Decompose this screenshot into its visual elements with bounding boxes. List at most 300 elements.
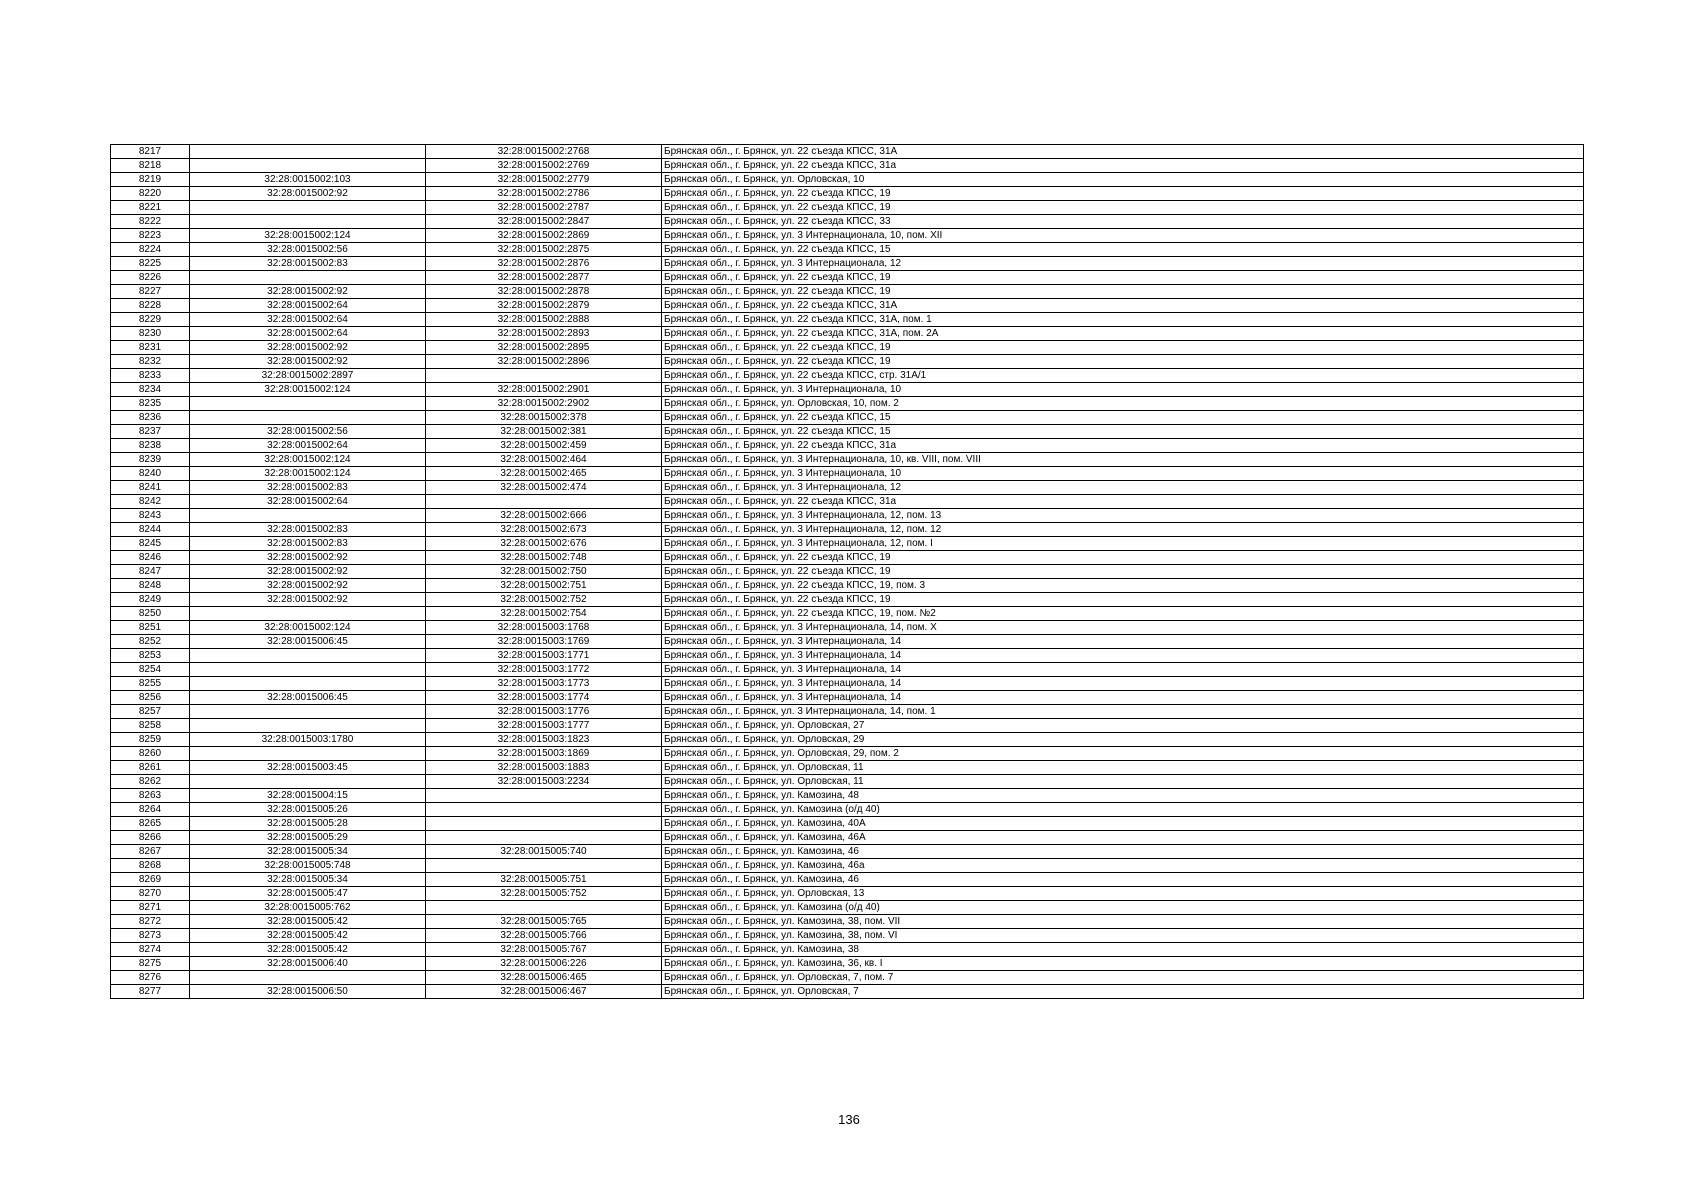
land-plot-cadastral-number-cell: 32:28:0015003:1780 (190, 733, 426, 747)
table-row (111, 649, 1584, 663)
table-row (111, 355, 1584, 369)
land-plot-cadastral-number-cell (190, 775, 426, 789)
row-number-cell: 8252 (111, 635, 190, 649)
object-cadastral-number-cell: 32:28:0015006:226 (426, 957, 662, 971)
row-number-cell: 8269 (111, 873, 190, 887)
object-cadastral-number-cell: 32:28:0015006:465 (426, 971, 662, 985)
table-row (111, 845, 1584, 859)
land-plot-cadastral-number-cell (190, 747, 426, 761)
land-plot-cadastral-number-cell: 32:28:0015002:2897 (190, 369, 426, 383)
land-plot-cadastral-number-cell: 32:28:0015002:92 (190, 579, 426, 593)
table-row (111, 817, 1584, 831)
table-row (111, 565, 1584, 579)
object-cadastral-number-cell: 32:28:0015002:2768 (426, 145, 662, 159)
land-plot-cadastral-number-cell: 32:28:0015002:64 (190, 495, 426, 509)
land-plot-cadastral-number-cell: 32:28:0015002:92 (190, 341, 426, 355)
address-cell: Брянская обл., г. Брянск, ул. 22 съезда КПСС, 19 (662, 201, 1584, 215)
object-cadastral-number-cell (426, 803, 662, 817)
address-cell: Брянская обл., г. Брянск, ул. Камозина, 48 (662, 789, 1584, 803)
land-plot-cadastral-number-cell (190, 159, 426, 173)
object-cadastral-number-cell (426, 859, 662, 873)
address-cell: Брянская обл., г. Брянск, ул. 3 Интернационала, 10 (662, 383, 1584, 397)
row-number-cell: 8240 (111, 467, 190, 481)
row-number-cell: 8266 (111, 831, 190, 845)
row-number-cell: 8238 (111, 439, 190, 453)
address-cell: Брянская обл., г. Брянск, ул. 22 съезда КПСС, 19 (662, 187, 1584, 201)
table-row (111, 915, 1584, 929)
row-number-cell: 8226 (111, 271, 190, 285)
object-cadastral-number-cell: 32:28:0015002:459 (426, 439, 662, 453)
object-cadastral-number-cell (426, 495, 662, 509)
object-cadastral-number-cell: 32:28:0015003:1777 (426, 719, 662, 733)
object-cadastral-number-cell: 32:28:0015002:2893 (426, 327, 662, 341)
table-row (111, 733, 1584, 747)
object-cadastral-number-cell: 32:28:0015002:2901 (426, 383, 662, 397)
table-row (111, 397, 1584, 411)
row-number-cell: 8253 (111, 649, 190, 663)
table-row (111, 621, 1584, 635)
address-cell: Брянская обл., г. Брянск, ул. Камозина (о/д 40) (662, 803, 1584, 817)
table-row (111, 509, 1584, 523)
row-number-cell: 8246 (111, 551, 190, 565)
land-plot-cadastral-number-cell (190, 607, 426, 621)
land-plot-cadastral-number-cell: 32:28:0015002:124 (190, 229, 426, 243)
object-cadastral-number-cell: 32:28:0015002:2787 (426, 201, 662, 215)
address-cell: Брянская обл., г. Брянск, ул. 3 Интернационала, 14, пом. 1 (662, 705, 1584, 719)
object-cadastral-number-cell: 32:28:0015005:767 (426, 943, 662, 957)
land-plot-cadastral-number-cell: 32:28:0015005:42 (190, 943, 426, 957)
row-number-cell: 8241 (111, 481, 190, 495)
table-row (111, 985, 1584, 999)
address-cell: Брянская обл., г. Брянск, ул. Камозина (о/д 40) (662, 901, 1584, 915)
table-row (111, 453, 1584, 467)
table-row (111, 523, 1584, 537)
address-cell: Брянская обл., г. Брянск, ул. 3 Интернационала, 12 (662, 481, 1584, 495)
land-plot-cadastral-number-cell: 32:28:0015002:92 (190, 593, 426, 607)
table-row (111, 369, 1584, 383)
table-row (111, 607, 1584, 621)
object-cadastral-number-cell: 32:28:0015003:1771 (426, 649, 662, 663)
object-cadastral-number-cell: 32:28:0015002:754 (426, 607, 662, 621)
address-cell: Брянская обл., г. Брянск, ул. 22 съезда КПСС, 19 (662, 341, 1584, 355)
land-plot-cadastral-number-cell: 32:28:0015002:56 (190, 425, 426, 439)
address-cell: Брянская обл., г. Брянск, ул. 3 Интернационала, 10, кв. VIII, пом. VIII (662, 453, 1584, 467)
object-cadastral-number-cell: 32:28:0015002:2869 (426, 229, 662, 243)
address-cell: Брянская обл., г. Брянск, ул. 22 съезда КПСС, 15 (662, 425, 1584, 439)
address-cell: Брянская обл., г. Брянск, ул. 22 съезда КПСС, 19, пом. 3 (662, 579, 1584, 593)
address-cell: Брянская обл., г. Брянск, ул. Камозина, 46 (662, 873, 1584, 887)
address-cell: Брянская обл., г. Брянск, ул. Камозина, 46 (662, 845, 1584, 859)
row-number-cell: 8254 (111, 663, 190, 677)
land-plot-cadastral-number-cell (190, 705, 426, 719)
object-cadastral-number-cell: 32:28:0015002:750 (426, 565, 662, 579)
address-cell: Брянская обл., г. Брянск, ул. 22 съезда КПСС, 15 (662, 411, 1584, 425)
row-number-cell: 8242 (111, 495, 190, 509)
row-number-cell: 8217 (111, 145, 190, 159)
land-plot-cadastral-number-cell: 32:28:0015002:124 (190, 467, 426, 481)
address-cell: Брянская обл., г. Брянск, ул. 22 съезда КПСС, 19 (662, 271, 1584, 285)
row-number-cell: 8263 (111, 789, 190, 803)
table-row (111, 145, 1584, 159)
address-cell: Брянская обл., г. Брянск, ул. 22 съезда КПСС, 15 (662, 243, 1584, 257)
table-row (111, 691, 1584, 705)
address-cell: Брянская обл., г. Брянск, ул. 22 съезда КПСС, 31А (662, 299, 1584, 313)
row-number-cell: 8257 (111, 705, 190, 719)
address-cell: Брянская обл., г. Брянск, ул. Орловская, 7 (662, 985, 1584, 999)
address-cell: Брянская обл., г. Брянск, ул. 3 Интернационала, 14 (662, 663, 1584, 677)
land-plot-cadastral-number-cell (190, 509, 426, 523)
row-number-cell: 8251 (111, 621, 190, 635)
address-cell: Брянская обл., г. Брянск, ул. Камозина, 46а (662, 859, 1584, 873)
land-plot-cadastral-number-cell (190, 663, 426, 677)
object-cadastral-number-cell: 32:28:0015002:752 (426, 593, 662, 607)
table-row (111, 271, 1584, 285)
land-plot-cadastral-number-cell: 32:28:0015005:748 (190, 859, 426, 873)
land-plot-cadastral-number-cell: 32:28:0015002:124 (190, 383, 426, 397)
object-cadastral-number-cell: 32:28:0015002:666 (426, 509, 662, 523)
object-cadastral-number-cell (426, 817, 662, 831)
land-plot-cadastral-number-cell: 32:28:0015002:83 (190, 523, 426, 537)
table-row (111, 243, 1584, 257)
row-number-cell: 8255 (111, 677, 190, 691)
table-row (111, 677, 1584, 691)
table-row (111, 187, 1584, 201)
object-cadastral-number-cell (426, 901, 662, 915)
object-cadastral-number-cell: 32:28:0015002:2878 (426, 285, 662, 299)
address-cell: Брянская обл., г. Брянск, ул. Орловская, 10 (662, 173, 1584, 187)
object-cadastral-number-cell: 32:28:0015003:1774 (426, 691, 662, 705)
row-number-cell: 8229 (111, 313, 190, 327)
table-row (111, 901, 1584, 915)
land-plot-cadastral-number-cell: 32:28:0015006:50 (190, 985, 426, 999)
object-cadastral-number-cell: 32:28:0015003:2234 (426, 775, 662, 789)
table-row (111, 593, 1584, 607)
address-cell: Брянская обл., г. Брянск, ул. 3 Интернационала, 14 (662, 677, 1584, 691)
land-plot-cadastral-number-cell: 32:28:0015005:29 (190, 831, 426, 845)
land-plot-cadastral-number-cell: 32:28:0015005:34 (190, 873, 426, 887)
row-number-cell: 8268 (111, 859, 190, 873)
land-plot-cadastral-number-cell (190, 677, 426, 691)
address-cell: Брянская обл., г. Брянск, ул. 22 съезда КПСС, 19 (662, 285, 1584, 299)
table-row (111, 635, 1584, 649)
address-cell: Брянская обл., г. Брянск, ул. 3 Интернационала, 10 (662, 467, 1584, 481)
row-number-cell: 8277 (111, 985, 190, 999)
land-plot-cadastral-number-cell: 32:28:0015002:124 (190, 621, 426, 635)
address-cell: Брянская обл., г. Брянск, ул. 22 съезда КПСС, 31а (662, 495, 1584, 509)
table-row (111, 873, 1584, 887)
row-number-cell: 8223 (111, 229, 190, 243)
row-number-cell: 8262 (111, 775, 190, 789)
address-cell: Брянская обл., г. Брянск, ул. 22 съезда КПСС, 31А, пом. 2А (662, 327, 1584, 341)
table-row (111, 761, 1584, 775)
table-row (111, 215, 1584, 229)
land-plot-cadastral-number-cell: 32:28:0015004:15 (190, 789, 426, 803)
registry-table-body (111, 145, 1584, 999)
object-cadastral-number-cell: 32:28:0015002:2879 (426, 299, 662, 313)
table-row (111, 663, 1584, 677)
address-cell: Брянская обл., г. Брянск, ул. Камозина, 38, пом. VI (662, 929, 1584, 943)
land-plot-cadastral-number-cell: 32:28:0015002:92 (190, 355, 426, 369)
address-cell: Брянская обл., г. Брянск, ул. Орловская, 11 (662, 761, 1584, 775)
land-plot-cadastral-number-cell: 32:28:0015005:42 (190, 915, 426, 929)
row-number-cell: 8235 (111, 397, 190, 411)
table-row (111, 327, 1584, 341)
row-number-cell: 8271 (111, 901, 190, 915)
registry-table (110, 144, 1584, 999)
object-cadastral-number-cell: 32:28:0015002:2895 (426, 341, 662, 355)
table-row (111, 173, 1584, 187)
object-cadastral-number-cell: 32:28:0015005:766 (426, 929, 662, 943)
land-plot-cadastral-number-cell: 32:28:0015005:34 (190, 845, 426, 859)
table-row (111, 943, 1584, 957)
table-row (111, 831, 1584, 845)
row-number-cell: 8232 (111, 355, 190, 369)
table-row (111, 425, 1584, 439)
row-number-cell: 8230 (111, 327, 190, 341)
land-plot-cadastral-number-cell: 32:28:0015002:56 (190, 243, 426, 257)
object-cadastral-number-cell: 32:28:0015002:2877 (426, 271, 662, 285)
object-cadastral-number-cell: 32:28:0015002:2779 (426, 173, 662, 187)
table-row (111, 229, 1584, 243)
address-cell: Брянская обл., г. Брянск, ул. 22 съезда КПСС, стр. 31А/1 (662, 369, 1584, 383)
land-plot-cadastral-number-cell (190, 411, 426, 425)
object-cadastral-number-cell: 32:28:0015002:2876 (426, 257, 662, 271)
land-plot-cadastral-number-cell: 32:28:0015002:83 (190, 257, 426, 271)
object-cadastral-number-cell: 32:28:0015002:673 (426, 523, 662, 537)
row-number-cell: 8264 (111, 803, 190, 817)
land-plot-cadastral-number-cell: 32:28:0015005:42 (190, 929, 426, 943)
row-number-cell: 8236 (111, 411, 190, 425)
table-row (111, 705, 1584, 719)
object-cadastral-number-cell: 32:28:0015002:2875 (426, 243, 662, 257)
row-number-cell: 8237 (111, 425, 190, 439)
object-cadastral-number-cell: 32:28:0015003:1883 (426, 761, 662, 775)
row-number-cell: 8244 (111, 523, 190, 537)
address-cell: Брянская обл., г. Брянск, ул. Орловская, 27 (662, 719, 1584, 733)
table-row (111, 971, 1584, 985)
row-number-cell: 8274 (111, 943, 190, 957)
row-number-cell: 8248 (111, 579, 190, 593)
row-number-cell: 8220 (111, 187, 190, 201)
row-number-cell: 8260 (111, 747, 190, 761)
row-number-cell: 8227 (111, 285, 190, 299)
object-cadastral-number-cell: 32:28:0015003:1823 (426, 733, 662, 747)
row-number-cell: 8250 (111, 607, 190, 621)
row-number-cell: 8265 (111, 817, 190, 831)
table-row (111, 159, 1584, 173)
land-plot-cadastral-number-cell (190, 145, 426, 159)
address-cell: Брянская обл., г. Брянск, ул. 22 съезда КПСС, 19, пом. №2 (662, 607, 1584, 621)
address-cell: Брянская обл., г. Брянск, ул. 3 Интернационала, 14 (662, 649, 1584, 663)
row-number-cell: 8222 (111, 215, 190, 229)
object-cadastral-number-cell: 32:28:0015003:1773 (426, 677, 662, 691)
table-row (111, 285, 1584, 299)
land-plot-cadastral-number-cell: 32:28:0015002:103 (190, 173, 426, 187)
land-plot-cadastral-number-cell: 32:28:0015006:45 (190, 635, 426, 649)
land-plot-cadastral-number-cell: 32:28:0015002:64 (190, 313, 426, 327)
table-row (111, 859, 1584, 873)
land-plot-cadastral-number-cell: 32:28:0015006:45 (190, 691, 426, 705)
address-cell: Брянская обл., г. Брянск, ул. Орловская, 11 (662, 775, 1584, 789)
land-plot-cadastral-number-cell: 32:28:0015002:83 (190, 537, 426, 551)
land-plot-cadastral-number-cell: 32:28:0015002:92 (190, 565, 426, 579)
row-number-cell: 8221 (111, 201, 190, 215)
table-row (111, 201, 1584, 215)
row-number-cell: 8218 (111, 159, 190, 173)
object-cadastral-number-cell: 32:28:0015006:467 (426, 985, 662, 999)
table-row (111, 299, 1584, 313)
table-row (111, 957, 1584, 971)
table-row (111, 803, 1584, 817)
address-cell: Брянская обл., г. Брянск, ул. 22 съезда КПСС, 31А (662, 145, 1584, 159)
object-cadastral-number-cell: 32:28:0015005:751 (426, 873, 662, 887)
object-cadastral-number-cell: 32:28:0015005:765 (426, 915, 662, 929)
object-cadastral-number-cell: 32:28:0015003:1776 (426, 705, 662, 719)
land-plot-cadastral-number-cell: 32:28:0015003:45 (190, 761, 426, 775)
row-number-cell: 8261 (111, 761, 190, 775)
row-number-cell: 8249 (111, 593, 190, 607)
land-plot-cadastral-number-cell: 32:28:0015002:92 (190, 187, 426, 201)
object-cadastral-number-cell: 32:28:0015002:464 (426, 453, 662, 467)
land-plot-cadastral-number-cell: 32:28:0015005:26 (190, 803, 426, 817)
object-cadastral-number-cell: 32:28:0015002:2847 (426, 215, 662, 229)
object-cadastral-number-cell: 32:28:0015002:2786 (426, 187, 662, 201)
address-cell: Брянская обл., г. Брянск, ул. 22 съезда КПСС, 31а (662, 159, 1584, 173)
object-cadastral-number-cell: 32:28:0015003:1772 (426, 663, 662, 677)
address-cell: Брянская обл., г. Брянск, ул. 3 Интернационала, 12 (662, 257, 1584, 271)
table-row (111, 929, 1584, 943)
object-cadastral-number-cell: 32:28:0015002:748 (426, 551, 662, 565)
address-cell: Брянская обл., г. Брянск, ул. 22 съезда КПСС, 19 (662, 565, 1584, 579)
row-number-cell: 8275 (111, 957, 190, 971)
address-cell: Брянская обл., г. Брянск, ул. 3 Интернационала, 12, пом. 13 (662, 509, 1584, 523)
address-cell: Брянская обл., г. Брянск, ул. 3 Интернационала, 12, пом. 12 (662, 523, 1584, 537)
table-row (111, 257, 1584, 271)
address-cell: Брянская обл., г. Брянск, ул. 3 Интернационала, 14 (662, 691, 1584, 705)
address-cell: Брянская обл., г. Брянск, ул. 3 Интернационала, 14, пом. X (662, 621, 1584, 635)
address-cell: Брянская обл., г. Брянск, ул. Орловская, 10, пом. 2 (662, 397, 1584, 411)
object-cadastral-number-cell: 32:28:0015002:2896 (426, 355, 662, 369)
address-cell: Брянская обл., г. Брянск, ул. Орловская, 13 (662, 887, 1584, 901)
address-cell: Брянская обл., г. Брянск, ул. Камозина, 36, кв. I (662, 957, 1584, 971)
object-cadastral-number-cell: 32:28:0015003:1769 (426, 635, 662, 649)
land-plot-cadastral-number-cell (190, 649, 426, 663)
row-number-cell: 8224 (111, 243, 190, 257)
table-row (111, 341, 1584, 355)
land-plot-cadastral-number-cell: 32:28:0015006:40 (190, 957, 426, 971)
object-cadastral-number-cell: 32:28:0015002:2888 (426, 313, 662, 327)
row-number-cell: 8245 (111, 537, 190, 551)
address-cell: Брянская обл., г. Брянск, ул. 22 съезда КПСС, 31А, пом. 1 (662, 313, 1584, 327)
address-cell: Брянская обл., г. Брянск, ул. Орловская, 7, пом. 7 (662, 971, 1584, 985)
row-number-cell: 8267 (111, 845, 190, 859)
object-cadastral-number-cell: 32:28:0015002:751 (426, 579, 662, 593)
row-number-cell: 8243 (111, 509, 190, 523)
object-cadastral-number-cell: 32:28:0015002:2769 (426, 159, 662, 173)
address-cell: Брянская обл., г. Брянск, ул. 22 съезда КПСС, 31а (662, 439, 1584, 453)
address-cell: Брянская обл., г. Брянск, ул. 3 Интернационала, 12, пом. I (662, 537, 1584, 551)
object-cadastral-number-cell: 32:28:0015002:676 (426, 537, 662, 551)
object-cadastral-number-cell: 32:28:0015002:381 (426, 425, 662, 439)
table-row (111, 467, 1584, 481)
address-cell: Брянская обл., г. Брянск, ул. Орловская, 29 (662, 733, 1584, 747)
land-plot-cadastral-number-cell: 32:28:0015002:124 (190, 453, 426, 467)
row-number-cell: 8258 (111, 719, 190, 733)
object-cadastral-number-cell (426, 789, 662, 803)
land-plot-cadastral-number-cell: 32:28:0015002:92 (190, 551, 426, 565)
row-number-cell: 8219 (111, 173, 190, 187)
table-row (111, 537, 1584, 551)
table-row (111, 789, 1584, 803)
table-row (111, 719, 1584, 733)
address-cell: Брянская обл., г. Брянск, ул. 22 съезда КПСС, 33 (662, 215, 1584, 229)
table-row (111, 439, 1584, 453)
table-row (111, 775, 1584, 789)
table-row (111, 383, 1584, 397)
table-row (111, 495, 1584, 509)
address-cell: Брянская обл., г. Брянск, ул. 3 Интернационала, 14 (662, 635, 1584, 649)
row-number-cell: 8272 (111, 915, 190, 929)
address-cell: Брянская обл., г. Брянск, ул. 22 съезда КПСС, 19 (662, 355, 1584, 369)
object-cadastral-number-cell: 32:28:0015005:740 (426, 845, 662, 859)
address-cell: Брянская обл., г. Брянск, ул. Камозина, 46А (662, 831, 1584, 845)
address-cell: Брянская обл., г. Брянск, ул. 3 Интернационала, 10, пом. XII (662, 229, 1584, 243)
table-row (111, 313, 1584, 327)
page-number: 136 (838, 1112, 860, 1127)
table-row (111, 411, 1584, 425)
row-number-cell: 8276 (111, 971, 190, 985)
address-cell: Брянская обл., г. Брянск, ул. Камозина, 38 (662, 943, 1584, 957)
table-row (111, 579, 1584, 593)
address-cell: Брянская обл., г. Брянск, ул. Камозина, 40А (662, 817, 1584, 831)
land-plot-cadastral-number-cell: 32:28:0015005:762 (190, 901, 426, 915)
address-cell: Брянская обл., г. Брянск, ул. 22 съезда КПСС, 19 (662, 593, 1584, 607)
table-row (111, 551, 1584, 565)
object-cadastral-number-cell: 32:28:0015002:378 (426, 411, 662, 425)
land-plot-cadastral-number-cell: 32:28:0015002:64 (190, 439, 426, 453)
row-number-cell: 8239 (111, 453, 190, 467)
table-row (111, 481, 1584, 495)
row-number-cell: 8228 (111, 299, 190, 313)
table-row (111, 887, 1584, 901)
row-number-cell: 8256 (111, 691, 190, 705)
object-cadastral-number-cell: 32:28:0015003:1869 (426, 747, 662, 761)
land-plot-cadastral-number-cell (190, 271, 426, 285)
row-number-cell: 8225 (111, 257, 190, 271)
land-plot-cadastral-number-cell: 32:28:0015005:47 (190, 887, 426, 901)
land-plot-cadastral-number-cell (190, 201, 426, 215)
object-cadastral-number-cell: 32:28:0015003:1768 (426, 621, 662, 635)
row-number-cell: 8273 (111, 929, 190, 943)
land-plot-cadastral-number-cell (190, 719, 426, 733)
land-plot-cadastral-number-cell: 32:28:0015002:64 (190, 299, 426, 313)
object-cadastral-number-cell: 32:28:0015002:2902 (426, 397, 662, 411)
address-cell: Брянская обл., г. Брянск, ул. Орловская, 29, пом. 2 (662, 747, 1584, 761)
table-row (111, 747, 1584, 761)
land-plot-cadastral-number-cell: 32:28:0015005:28 (190, 817, 426, 831)
object-cadastral-number-cell: 32:28:0015005:752 (426, 887, 662, 901)
land-plot-cadastral-number-cell: 32:28:0015002:92 (190, 285, 426, 299)
land-plot-cadastral-number-cell (190, 971, 426, 985)
row-number-cell: 8259 (111, 733, 190, 747)
row-number-cell: 8234 (111, 383, 190, 397)
row-number-cell: 8270 (111, 887, 190, 901)
row-number-cell: 8247 (111, 565, 190, 579)
land-plot-cadastral-number-cell (190, 397, 426, 411)
address-cell: Брянская обл., г. Брянск, ул. Камозина, 38, пом. VII (662, 915, 1584, 929)
address-cell: Брянская обл., г. Брянск, ул. 22 съезда КПСС, 19 (662, 551, 1584, 565)
row-number-cell: 8233 (111, 369, 190, 383)
